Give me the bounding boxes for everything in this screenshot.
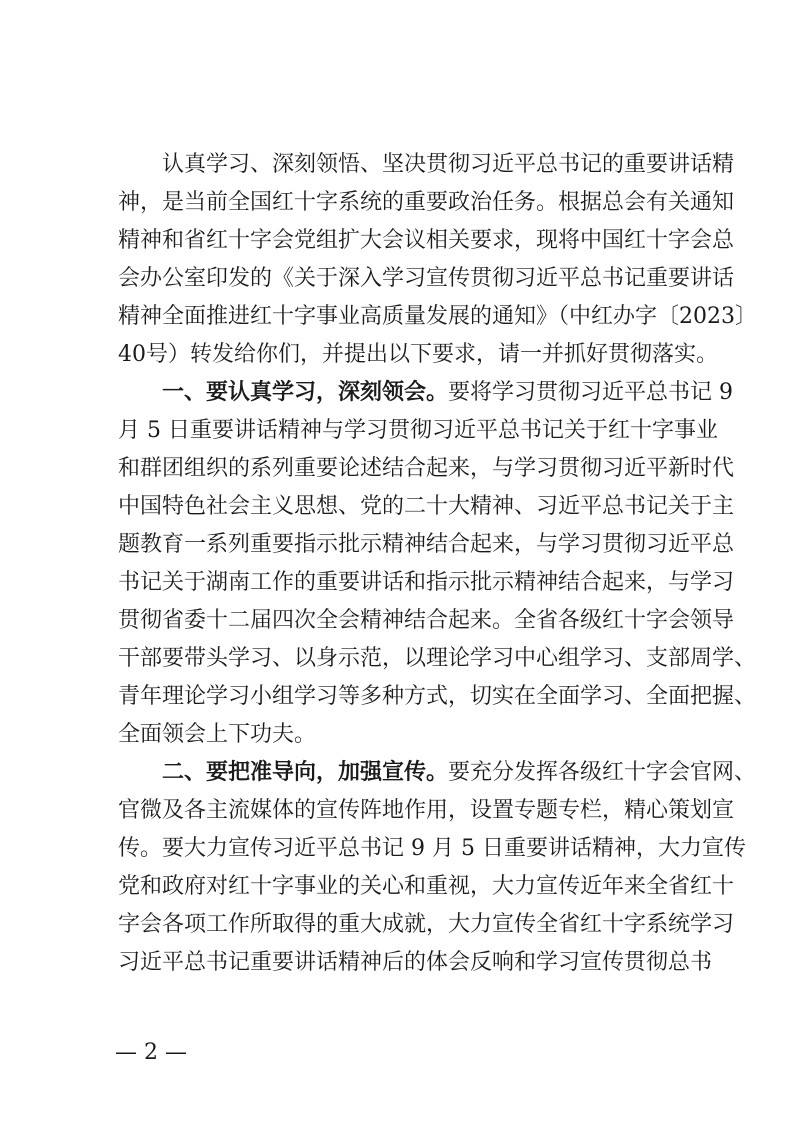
text-line: 书记关于湖南工作的重要讲话和指示批示精神结合起来，与学习	[118, 570, 735, 595]
text-line: 和群团组织的系列重要论述结合起来，与学习贯彻习近平新时代	[118, 456, 735, 481]
text-line: 官微及各主流媒体的宣传阵地作用，设置专题专栏，精心策划宣	[118, 798, 735, 823]
text-line: 干部要带头学习、以身示范，以理论学习中心组学习、支部周学、	[118, 646, 757, 671]
text-segment: 要将学习贯彻习近平总书记 9	[448, 380, 734, 405]
text-line: 中国特色社会主义思想、党的二十大精神、习近平总书记关于主	[118, 494, 735, 519]
section-heading: 一、要认真学习，深刻领会。	[162, 380, 449, 405]
text-line: 习近平总书记重要讲话精神后的体会反响和学习宣传贯彻总书	[118, 950, 713, 975]
text-line: 青年理论学习小组学习等多种方式，切实在全面学习、全面把握、	[118, 684, 757, 709]
text-line: 字会各项工作所取得的重大成就，大力宣传全省红十字系统学习	[118, 912, 735, 937]
text-line: 党和政府对红十字事业的关心和重视，大力宣传近年来全省红十	[118, 874, 735, 899]
text-line: 40号）转发给你们，并提出以下要求，请一并抓好贯彻落实。	[118, 342, 718, 367]
section-heading: 二、要把准导向，加强宣传。	[162, 760, 449, 785]
text-line: 精神全面推进红十字事业高质量发展的通知》（中红办字〔2023〕	[118, 304, 757, 329]
text-line: 月 5 日重要讲话精神与学习贯彻习近平总书记关于红十字事业	[118, 418, 718, 443]
page-number: — 2 —	[115, 1040, 187, 1065]
text-line: 认真学习、深刻领悟、坚决贯彻习近平总书记的重要讲话精	[162, 152, 735, 177]
text-segment: 要充分发挥各级红十字会官网、	[448, 760, 757, 785]
text-line: 全面领会上下功夫。	[118, 722, 317, 747]
text-line: 传。要大力宣传习近平总书记 9 月 5 日重要讲话精神，大力宣传	[118, 836, 746, 861]
text-line-with-heading	[162, 380, 734, 406]
text-line: 贯彻省委十二届四次全会精神结合起来。全省各级红十字会领导	[118, 608, 735, 633]
text-line: 精神和省红十字会党组扩大会议相关要求，现将中国红十字会总	[118, 228, 735, 253]
text-line: 题教育一系列重要指示批示精神结合起来，与学习贯彻习近平总	[118, 532, 735, 557]
text-line: 神，是当前全国红十字系统的重要政治任务。根据总会有关通知	[118, 190, 735, 215]
text-line-with-heading	[162, 760, 757, 786]
text-line: 会办公室印发的《关于深入学习宣传贯彻习近平总书记重要讲话	[118, 266, 735, 291]
